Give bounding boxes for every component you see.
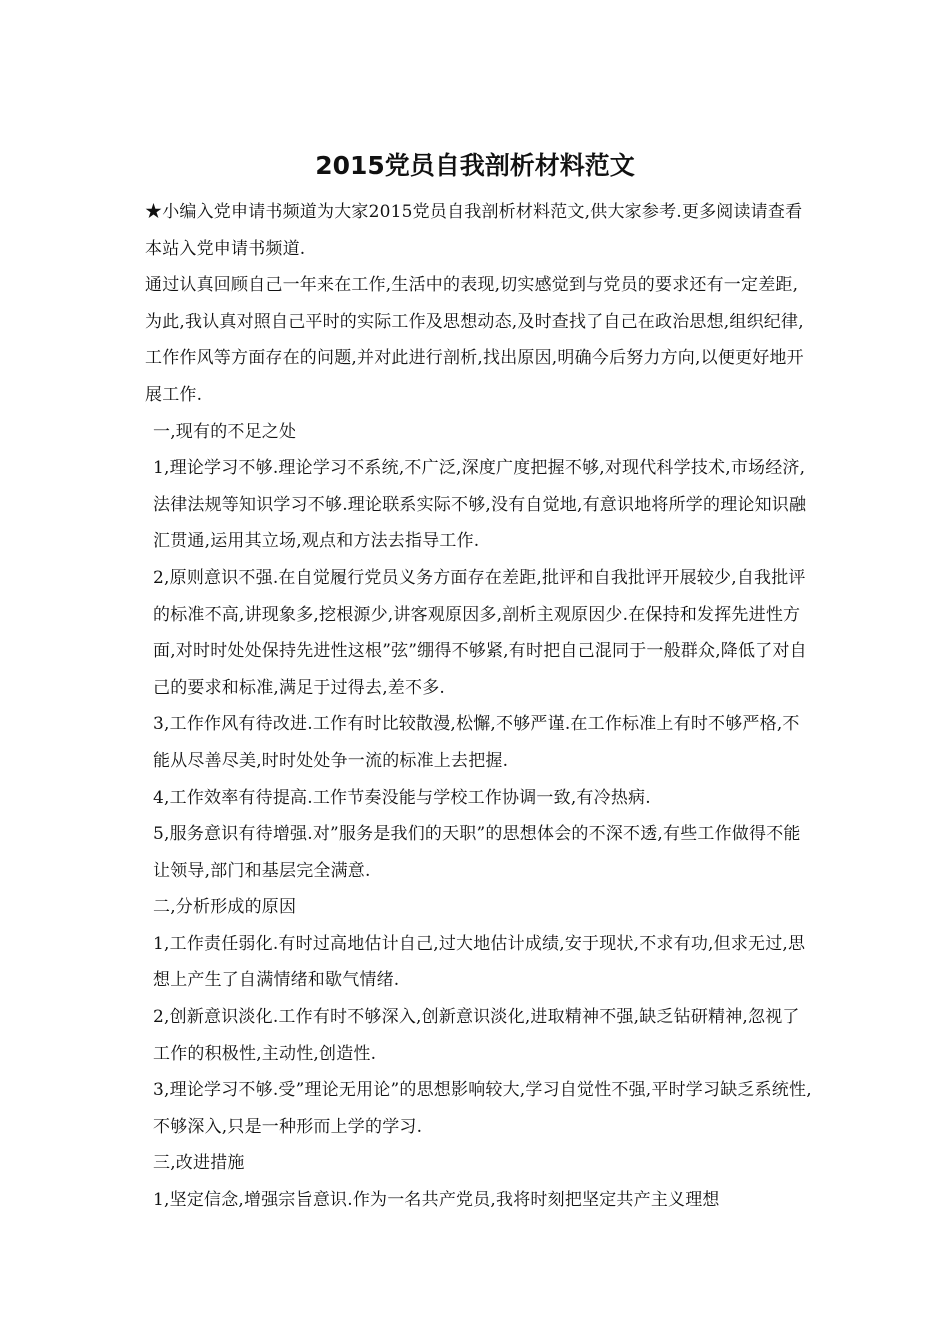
shortcoming-item-2: 2,原则意识不强.在自觉履行党员义务方面存在差距,批评和自我批评开展较少,自我批评的标准不高,讲现象多,挖根源少,讲客观原因多,剖析主观原因少.在保持和发挥先进性方面,对时时处处保持先进性这根”弦”绷得不够紧,有时把自己混同于一般群众,降低了对自己的要求和标准,满足于过得去,差不多. <box>153 567 807 698</box>
intro-paragraph: ★小编入党申请书频道为大家2015党员自我剖析材料范文,供大家参考.更多阅读请查看本站入党申请书频道. <box>145 202 803 259</box>
shortcoming-item-5: 5,服务意识有待增强.对”服务是我们的天职”的思想体会的不深不透,有些工作做得不能让领导,部门和基层完全满意. <box>153 824 801 881</box>
document-title: 2015党员自我剖析材料范文 <box>315 151 635 180</box>
shortcoming-item-3: 3,工作作风有待改进.工作有时比较散漫,松懈,不够严谨.在工作标准上有时不够严格,不能从尽善尽美,时时处处争一流的标准上去把握. <box>153 714 800 771</box>
shortcoming-item-1: 1,理论学习不够.理论学习不系统,不广泛,深度广度把握不够,对现代科学技术,市场经济,法律法规等知识学习不够.理论联系实际不够,没有自觉地,有意识地将所学的理论知识融汇贯通,运用其立场,观点和方法去指导工作. <box>153 458 807 552</box>
section-heading-causes: 二,分析形成的原因 <box>153 897 297 918</box>
cause-item-3: 3,理论学习不够.受”理论无用论”的思想影响较大,学习自觉性不强,平时学习缺乏系统性,不够深入,只是一种形而上学的学习. <box>153 1080 812 1137</box>
overview-paragraph: 通过认真回顾自己一年来在工作,生活中的表现,切实感觉到与党员的要求还有一定差距,为此,我认真对照自己平时的实际工作及思想动态,及时查找了自己在政治思想,组织纪律,工作作风等方面存在的问题,并对此进行剖析,找出原因,明确今后努力方向,以便更好地开展工作. <box>145 275 804 405</box>
cause-item-1: 1,工作责任弱化.有时过高地估计自己,过大地估计成绩,安于现状,不求有功,但求无过,思想上产生了自满情绪和歇气情绪. <box>153 933 806 991</box>
section-heading-shortcomings: 一,现有的不足之处 <box>153 421 297 442</box>
shortcoming-item-4: 4,工作效率有待提高.工作节奏没能与学校工作协调一致,有冷热病. <box>153 787 651 808</box>
cause-item-2: 2,创新意识淡化.工作有时不够深入,创新意识淡化,进取精神不强,缺乏钻研精神,忽视了工作的积极性,主动性,创造性. <box>153 1007 800 1064</box>
measure-item-1: 1,坚定信念,增强宗旨意识.作为一名共产党员,我将时刻把坚定共产主义理想 <box>153 1190 720 1211</box>
section-heading-measures: 三,改进措施 <box>153 1153 245 1174</box>
document-body <box>145 194 815 1219</box>
